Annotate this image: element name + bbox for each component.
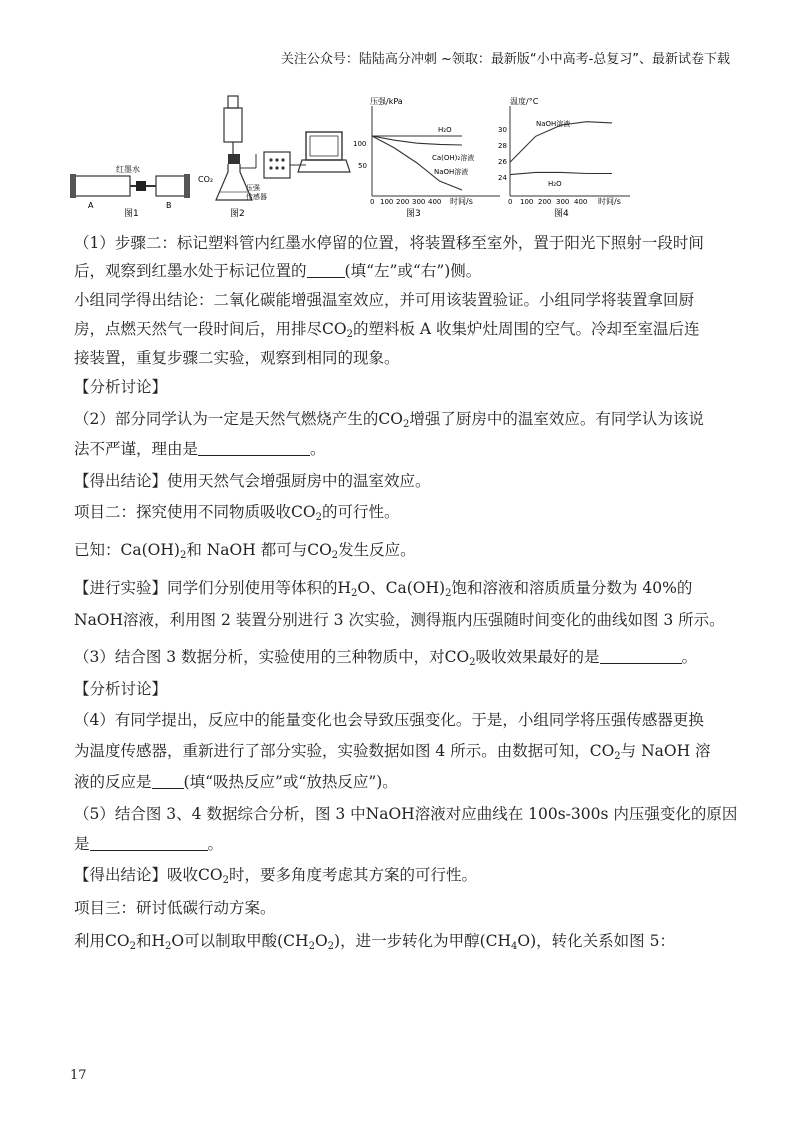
fig1-label-a: A — [88, 201, 94, 210]
project-text: 项目二：探究使用不同物质吸收 — [74, 503, 292, 521]
fig3-xtick: 100 — [380, 198, 394, 206]
known-text: 发生反应。 — [338, 541, 416, 559]
project-text: 的可行性。 — [321, 503, 400, 521]
fig4-xtick: 100 — [520, 198, 534, 206]
result-text: 【得出结论】使用天然气会增强厨房中的温室效应。 — [74, 472, 431, 490]
conclusion1-line-2 — [74, 318, 734, 346]
fig1-label-b: B — [166, 201, 172, 210]
fig3-series-label-caoh2: Ca(OH)₂溶液 — [432, 154, 475, 162]
q3-answer-blank[interactable] — [600, 647, 682, 664]
q2-text: 。 — [310, 440, 326, 458]
project-text: 项目三：研讨低碳行动方案。 — [74, 899, 276, 917]
result-text: 时，要多角度考虑其方案的可行性。 — [228, 866, 477, 884]
q1-text: （1）步骤二：标记塑料管内红墨水停留的位置，将装置移至室外，置于阳光下照射一段时间 — [74, 234, 704, 252]
fig4-xtick: 200 — [538, 198, 552, 206]
q5-text: （5）结合图 3、4 数据综合分析，图 3 中 — [74, 805, 366, 823]
q4-text: 为温度传感器，重新进行了部分实验，实验数据如图 4 所示。由数据可知， — [74, 742, 590, 760]
section-analysis-2 — [74, 678, 734, 700]
fig4-ytick: 24 — [498, 174, 507, 182]
figure-1 — [70, 164, 190, 219]
fig4-xtick: 300 — [556, 198, 570, 206]
q4-text: 与 NaOH 溶 — [620, 742, 711, 760]
co2-formula: $CO_2$ — [198, 866, 229, 886]
conclusion-text: 房，点燃天然气一段时间后，用排尽 — [74, 320, 323, 338]
fig4-series-label-naoh: NaOH溶液 — [536, 120, 571, 128]
q4-line-2 — [74, 740, 734, 768]
result-2 — [74, 864, 734, 892]
co2-formula: $CO_2$ — [589, 742, 621, 762]
q5-text: 溶液对应曲线在 100s-300s 内压强变化的原因 — [414, 805, 738, 823]
conclusion1-line-3 — [74, 347, 734, 369]
fig1-ink-label: 红墨水 — [116, 165, 140, 174]
fig3-xtick: 300 — [412, 198, 426, 206]
q4-answer-blank[interactable] — [152, 772, 184, 789]
fig4-ytick: 30 — [498, 126, 507, 134]
q3-line — [74, 646, 734, 674]
q2-line-1 — [74, 408, 734, 436]
last-line — [74, 930, 734, 958]
figure-2 — [198, 96, 350, 219]
fig4-series-label-h2o: H₂O — [548, 180, 562, 188]
ch2o2-formula: $CH_2O_2$ — [283, 932, 335, 952]
fig3-caption: 图3 — [406, 209, 421, 219]
syringe — [224, 108, 242, 142]
fig4-ytick: 28 — [498, 142, 507, 150]
fig4-y-label: 温度/°C — [510, 97, 539, 106]
experiment-text: 饱和溶液和溶质质量分数为 40%的 — [451, 579, 693, 597]
co2-formula: $CO_2$ — [444, 648, 476, 668]
fig3-ytick: 50 — [358, 162, 367, 170]
q5-text: 是 — [74, 835, 90, 853]
q1-line-1 — [74, 232, 734, 254]
last-text: )，转化关系如图 5： — [530, 932, 675, 950]
tube-b — [156, 176, 186, 196]
page-header: 关注公众号：陆陆高分冲刺 ~领取：最新版“小中高考-总复习”、最新试卷下载 — [280, 52, 730, 67]
series-line-1-1 — [510, 172, 612, 174]
q4-line-1 — [74, 709, 734, 731]
q5-line-1 — [74, 803, 738, 825]
red-ink-drop — [136, 181, 146, 191]
conclusion1-line-1 — [74, 289, 734, 311]
result-1 — [74, 470, 734, 492]
syringe-plunger — [228, 96, 238, 108]
fig3-xtick: 0 — [370, 198, 375, 206]
tube-b-cap — [184, 174, 190, 198]
q2-text: 增强了厨房中的温室效应。有同学认为该说 — [409, 410, 704, 428]
section-analysis — [74, 376, 734, 398]
q2-line-2 — [74, 438, 734, 460]
h2o-formula: $H_2O$ — [337, 579, 371, 599]
conclusion-text: 小组同学得出结论：二氧化碳能增强温室效应，并可用该装置验证。小组同学将装置拿回厨 — [74, 291, 695, 309]
q3-text: 。 — [681, 648, 698, 666]
q2-text: 法不严谨，理由是 — [74, 440, 199, 458]
conclusion-text: 的塑料板 A 收集炉灶周围的空气。冷却至室温后连 — [352, 320, 700, 338]
fig3-series-label-naoh: NaOH溶液 — [434, 168, 469, 176]
q1-line-2 — [74, 260, 734, 282]
tube-a-cap — [70, 174, 76, 198]
fig2-caption: 图2 — [230, 209, 245, 219]
co2-formula: $CO_2$ — [378, 410, 410, 430]
fig2-co2-label: CO₂ — [198, 175, 214, 184]
q3-text: （3）结合图 3 数据分析，实验使用的三种物质中，对 — [74, 648, 445, 666]
fig3-ytick: 100 — [353, 140, 367, 148]
project-2 — [74, 501, 734, 529]
figures-row — [70, 92, 730, 222]
last-text: 和 — [135, 932, 152, 950]
figure-4-chart — [498, 96, 630, 219]
q4-text: (填“吸热反应”或“放热反应”)。 — [183, 773, 398, 791]
known-text: 和 NaOH 都可与 — [186, 541, 308, 559]
fig2-sensor-label-1: 压强 — [246, 184, 260, 192]
q4-text: （4）有同学提出，反应中的能量变化也会导致压强变化。于是，小组同学将压强传感器更换 — [74, 711, 704, 729]
co2-formula: $CO_2$ — [307, 541, 339, 561]
last-text: 可以制取甲酸( — [184, 932, 284, 950]
figure-3-chart — [353, 96, 500, 219]
experiment-text: 溶液，利用图 2 装置分别进行 3 次实验，测得瓶内压强随时间变化的曲线如图 3 所示。 — [123, 611, 725, 629]
section-heading: 【分析讨论】 — [74, 680, 168, 698]
q3-text: 吸收效果最好的是 — [475, 648, 600, 666]
caoh2-formula: $Ca(OH)_2$ — [120, 541, 187, 561]
experiment-text: 【进行实验】同学们分别使用等体积的 — [74, 579, 338, 597]
conclusion-text: 接装置，重复步骤二实验，观察到相同的现象。 — [74, 349, 400, 367]
h2o-formula: $H_2O$ — [151, 932, 185, 952]
computer-keyboard — [298, 160, 350, 172]
fig2-sensor-label-2: 传感器 — [246, 193, 267, 201]
naoh-formula: NaOH — [365, 805, 415, 823]
fig1-caption: 图1 — [124, 209, 139, 219]
experiment-line-2 — [74, 609, 734, 631]
co2-formula: $CO_2$ — [291, 503, 322, 523]
experiment-text: 、 — [370, 579, 386, 597]
page-number: 17 — [70, 1068, 87, 1083]
q1-text: (填“左”或“右”)侧。 — [344, 262, 482, 280]
q5-answer-blank[interactable] — [90, 834, 208, 851]
fig4-xtick: 400 — [574, 198, 588, 206]
q1-text: 后，观察到红墨水处于标记位置的 — [74, 262, 307, 280]
result-text: 【得出结论】吸收 — [74, 866, 199, 884]
experiment-text: NaOH — [74, 611, 124, 629]
fig4-xtick: 0 — [508, 198, 513, 206]
fig4-ytick: 26 — [498, 158, 507, 166]
fig3-xtick: 200 — [396, 198, 410, 206]
experiment-line-1 — [74, 577, 734, 605]
fig4-caption: 图4 — [554, 209, 569, 219]
section-heading: 【分析讨论】 — [74, 378, 168, 396]
caoh2-formula: $Ca(OH)_2$ — [385, 579, 452, 599]
last-text: )，进一步转化为甲醇( — [334, 932, 486, 950]
tube-a — [72, 176, 130, 196]
q1-answer-blank[interactable] — [307, 261, 345, 278]
last-text: 利用 — [74, 932, 106, 950]
pressure-sensor — [264, 152, 290, 178]
fig4-x-label: 时间/s — [598, 197, 621, 206]
stopper — [228, 154, 240, 164]
known-text: 已知： — [74, 541, 121, 559]
q2-text: （2）部分同学认为一定是天然气燃烧产生的 — [74, 410, 379, 428]
q4-line-3 — [74, 771, 734, 793]
known-line — [74, 539, 734, 567]
fig3-x-label: 时间/s — [450, 197, 473, 206]
project-3 — [74, 897, 734, 919]
q2-answer-blank[interactable] — [198, 439, 310, 456]
q5-line-2 — [74, 833, 734, 855]
co2-formula: $CO_2$ — [105, 932, 136, 952]
fig3-series-label-h2o: H₂O — [438, 126, 452, 134]
fig3-xtick: 400 — [428, 198, 442, 206]
ch4o-formula: $CH_4O$ — [485, 932, 531, 952]
co2-formula: $CO_2$ — [322, 320, 353, 340]
q5-text: 。 — [207, 835, 224, 853]
fig3-y-label: 压强/kPa — [370, 97, 403, 106]
q4-text: 液的反应是 — [74, 773, 152, 791]
